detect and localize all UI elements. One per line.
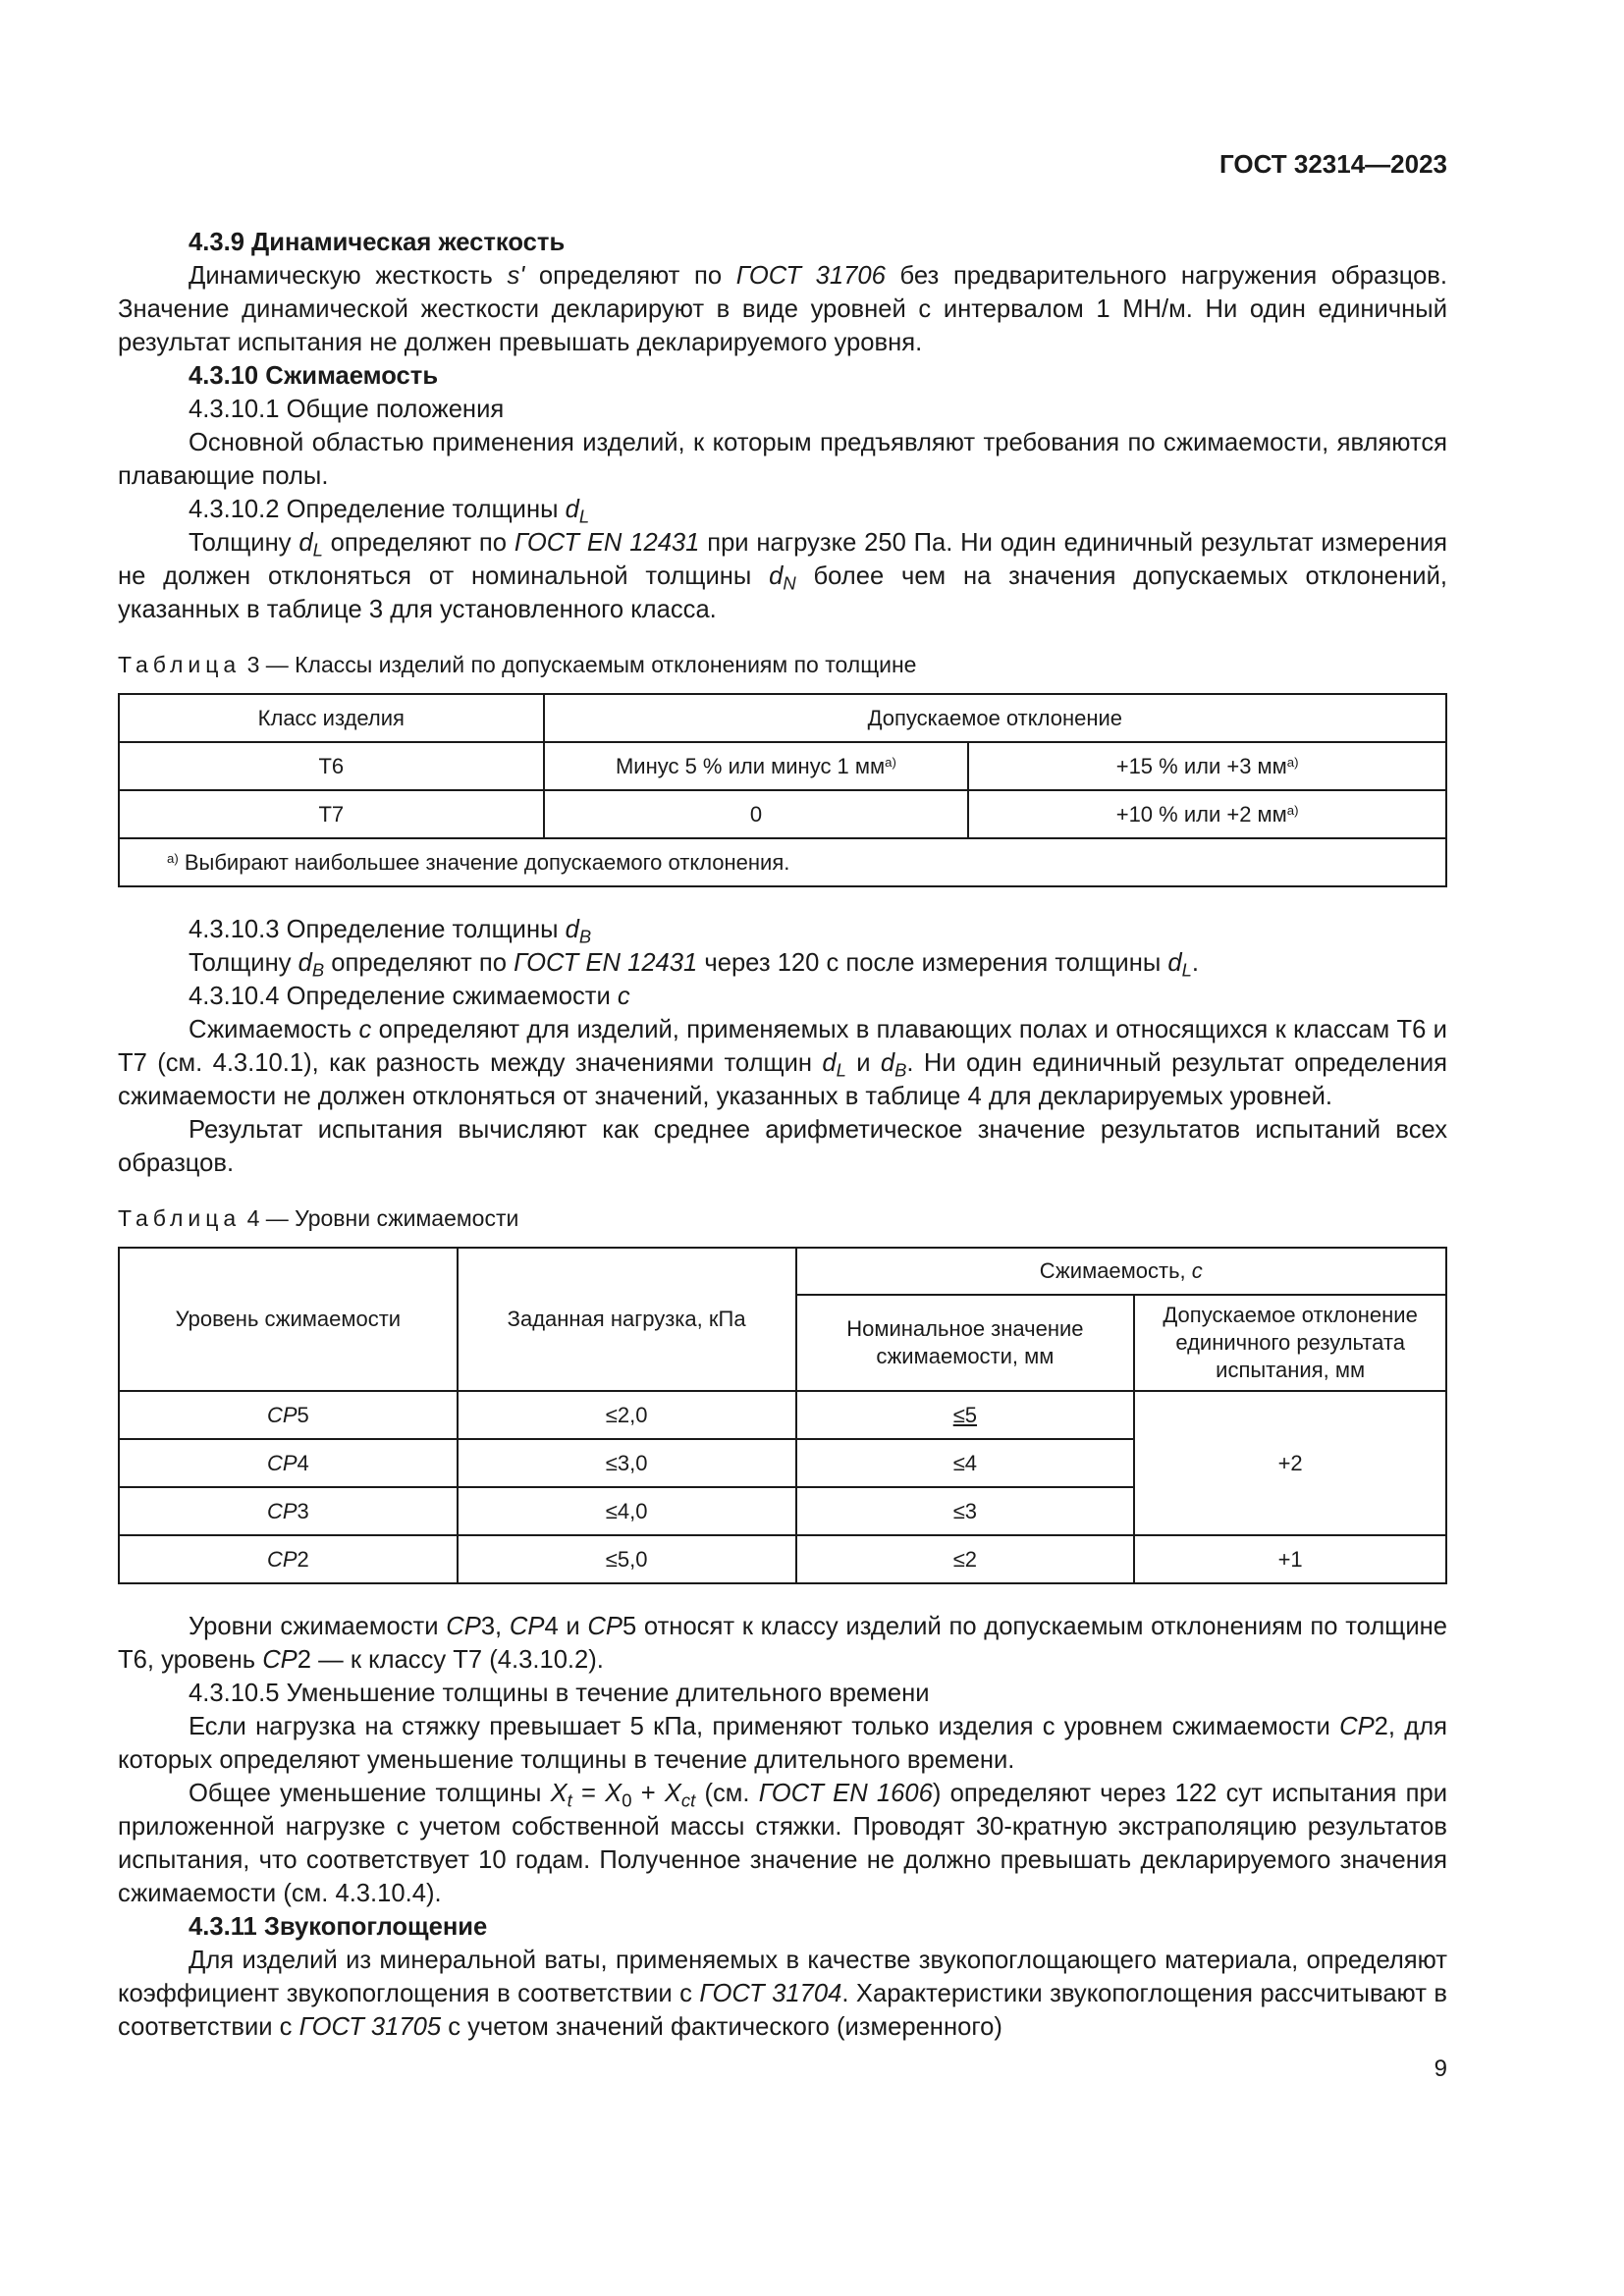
table4: [118, 1247, 1447, 1584]
table4-cell-deviation-group: +2: [1134, 1391, 1446, 1535]
doc-code-header: ГОСТ 32314—2023: [1219, 149, 1447, 179]
table3-cell-class: Т7: [119, 790, 544, 838]
table3-header-class: Класс изделия: [119, 694, 544, 742]
table-row: [119, 742, 1446, 790]
section-heading-4-3-11: 4.3.11 Звукопоглощение: [189, 1913, 488, 1941]
table4-cell-load: ≤5,0: [458, 1535, 796, 1583]
section-heading-4-3-10: 4.3.10 Сжимаемость: [189, 362, 439, 390]
table4-cell-nominal: ≤2: [796, 1535, 1135, 1583]
table4-header-nominal: Номинальное значение сжимаемости, мм: [796, 1295, 1135, 1391]
table4-cell-level: CP4: [119, 1439, 458, 1487]
table4-cell-level: CP5: [119, 1391, 458, 1439]
table-row: [119, 1391, 1446, 1439]
paragraph-general: Основной областью применения изделий, к которым предъявляют требования по сжимаемости, являются плавающие полы.: [118, 429, 1447, 490]
paragraph-long-term-reduction: Общее уменьшение толщины $X_t = X_0 + X_{ct}$ (см. ГОСТ EN 1606) определяют через 122 сут испытания при приложенной нагрузке с учетом собственной массы стяжки. Проводят 30-кратную экстраполяцию результатов испытания, что соответствует 10 годам. Полученное значение не должно превышать декларируемого значения сжимаемости (см. 4.3.10.4).: [118, 1780, 1447, 1907]
paragraph-compressibility: Сжимаемость c определяют для изделий, применяемых в плавающих полах и относящихся к классам Т6 и Т7 (см. 4.3.10.1), как разность между значениями толщин $d_L$ и $d_B$. Ни один единичный результат определения сжимаемости не должен отклоняться от значений, указанных в таблице 4 для декларируемых уровней.: [118, 1016, 1447, 1110]
table4-header-level: Уровень сжимаемости: [119, 1248, 458, 1391]
table4-cell-load: ≤4,0: [458, 1487, 796, 1535]
table-row: [119, 1535, 1446, 1583]
table-row: [119, 790, 1446, 838]
table3-cell-plus: +10 % или +2 $мм^{а)}$: [968, 790, 1446, 838]
table3-cell-minus: 0: [544, 790, 969, 838]
subsection-title-4-3-10-2: 4.3.10.2 Определение толщины $d_L$: [189, 496, 590, 527]
table4-cell-load: ≤3,0: [458, 1439, 796, 1487]
table3-footnote: $^{а)}$ Выбирают наибольшее значение допускаемого отклонения.: [119, 838, 1446, 886]
table3-caption: Таблица 3 — Классы изделий по допускаемым отклонениям по толщине: [118, 652, 917, 677]
table4-cell-nominal: ≤5: [796, 1391, 1135, 1439]
table4-cell-level: CP2: [119, 1535, 458, 1583]
paragraph-test-result: Результат испытания вычисляют как среднее арифметическое значение результатов испытаний всех образцов.: [118, 1116, 1447, 1177]
subsection-title-4-3-10-4: 4.3.10.4 Определение сжимаемости c: [189, 983, 630, 1010]
paragraph-thickness-db: Толщину $d_B$ определяют по ГОСТ EN 12431 через 120 с после измерения толщины $d_L$.: [189, 949, 1199, 981]
page-number: 9: [1434, 2056, 1447, 2082]
subsection-title-4-3-10-1: 4.3.10.1 Общие положения: [189, 396, 505, 423]
table4-cell-nominal: ≤4: [796, 1439, 1135, 1487]
table4-cell-nominal: ≤3: [796, 1487, 1135, 1535]
table4-header-deviation: Допускаемое отклонение единичного результата испытания, мм: [1134, 1295, 1446, 1391]
table3-cell-minus: Минус 5 % или минус 1 $мм^{а)}$: [544, 742, 969, 790]
table4-header-compressibility: Сжимаемость, с: [796, 1248, 1447, 1295]
table4-cell-load: ≤2,0: [458, 1391, 796, 1439]
paragraph-levels-classes: Уровни сжимаемости CP3, CP4 и CP5 относят к классу изделий по допускаемым отклонениям по толщине Т6, уровень CP2 — к классу Т7 (4.3.10.2).: [118, 1613, 1447, 1674]
table3: [118, 693, 1447, 887]
paragraph-thickness-dl: Толщину $d_L$ определяют по ГОСТ EN 12431 при нагрузке 250 Па. Ни один единичный результат измерения не должен отклоняться от номинальной толщины $d_N$ более чем на значения допускаемых отклонений, указанных в таблице 3 для установленного класса.: [118, 529, 1448, 623]
paragraph-sound-absorption: Для изделий из минеральной ваты, применяемых в качестве звукопоглощающего материала, определяют коэффициент звукопоглощения в соответствии с ГОСТ 31704. Характеристики звукопоглощения рассчитывают в соответствии с ГОСТ 31705 с учетом значений фактического (измеренного): [118, 1947, 1447, 2041]
table4-header-load: Заданная нагрузка, кПа: [458, 1248, 796, 1391]
subsection-title-4-3-10-3: 4.3.10.3 Определение толщины $d_B$: [189, 916, 592, 947]
paragraph-dynamic-stiffness: Динамическую жесткость s' определяют по ГОСТ 31706 без предварительного нагружения образцов. Значение динамической жесткости декларируют в виде уровней с интервалом 1 МН/м. Ни один единичный результат испытания не должен превышать декларируемого уровня.: [118, 262, 1448, 356]
page-body: [118, 226, 1447, 2044]
section-heading-4-3-9: 4.3.9 Динамическая жесткость: [189, 229, 566, 256]
table4-cell-deviation-last: +1: [1134, 1535, 1446, 1583]
paragraph-load-screed: Если нагрузка на стяжку превышает 5 кПа, применяют только изделия с уровнем сжимаемости CP2, для которых определяют уменьшение толщины в течение длительного времени.: [118, 1713, 1447, 1774]
table3-cell-plus: +15 % или +3 $мм^{а)}$: [968, 742, 1446, 790]
table4-caption: Таблица 4 — Уровни сжимаемости: [118, 1205, 519, 1231]
subsection-title-4-3-10-5: 4.3.10.5 Уменьшение толщины в течение длительного времени: [189, 1680, 930, 1707]
table3-header-deviation: Допускаемое отклонение: [544, 694, 1446, 742]
table3-cell-class: Т6: [119, 742, 544, 790]
table4-cell-level: CP3: [119, 1487, 458, 1535]
